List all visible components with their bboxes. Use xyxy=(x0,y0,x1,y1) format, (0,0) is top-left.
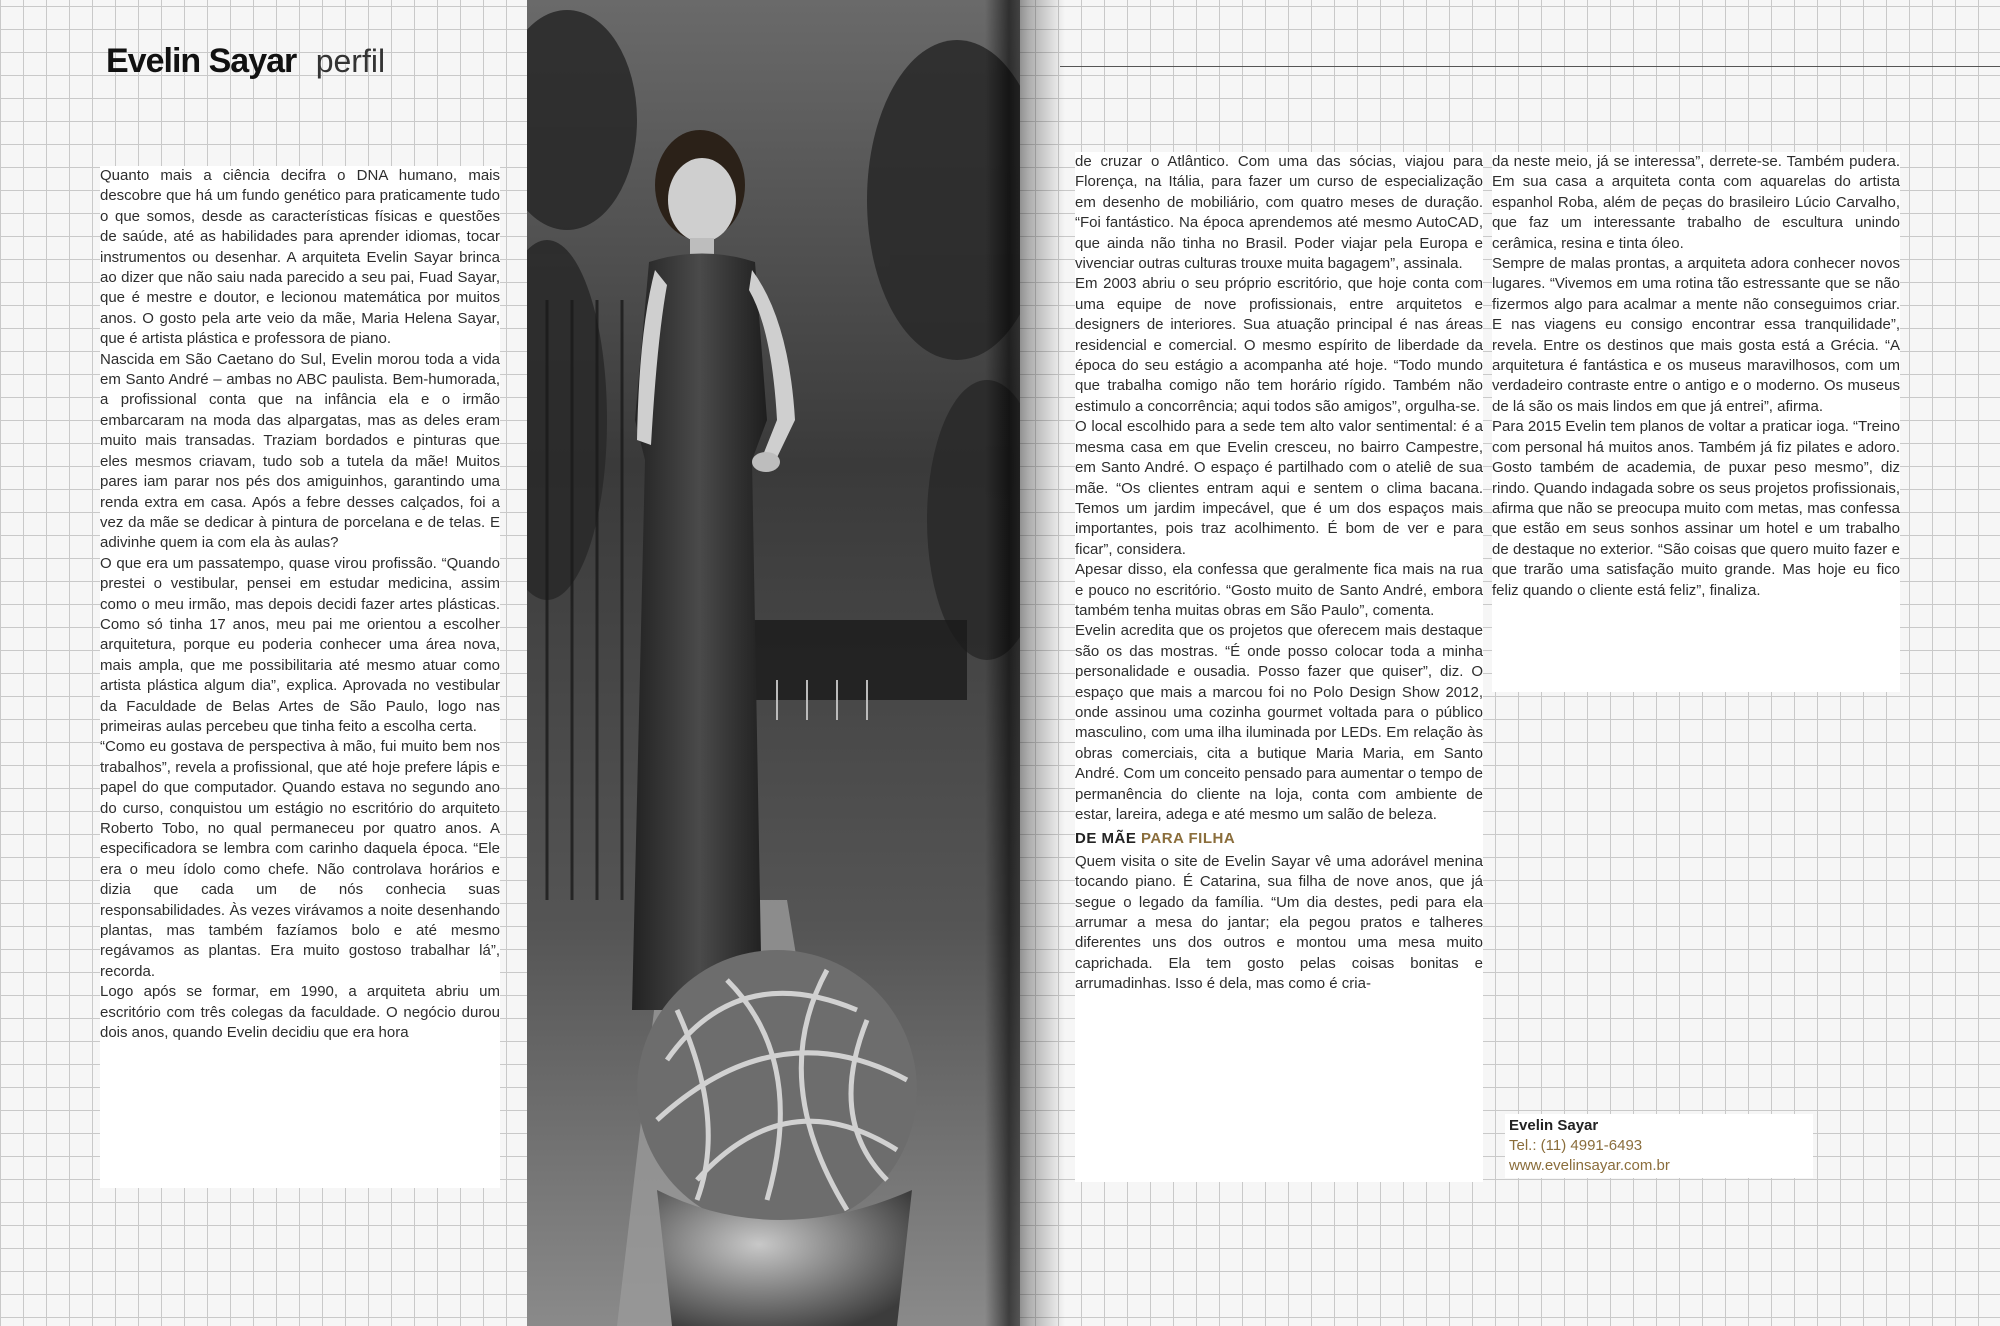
paragraph: Quanto mais a ciência decifra o DNA humano, mais descobre que há um fundo genético para praticamente tudo o que somos, desde as características físicas e questões de saúde, até as habilidades para aprender idiomas, tocar instrumentos ou desenhar. A arquiteta Evelin Sayar brinca ao dizer que não saiu nada parecido a seu pai, Fuad Sayar, que é mestre e doutor, e lecionou matemática por muitos anos. O gosto pela arte veio da mãe, Maria Helena Sayar, que é artista plástica e professora de piano. xyxy=(100,167,500,348)
paragraph: da neste meio, já se interessa”, derrete-se. Também pudera. Em sua casa a arquiteta conta com aquarelas do artista espanhol Roba, além de peças do brasileiro Lúcio Carvalho, que faz um interessante trabalho de escultura unindo cerâmica, resina e tinta óleo. xyxy=(1492,153,1900,252)
page-title xyxy=(106,42,385,80)
paragraph: Para 2015 Evelin tem planos de voltar a praticar ioga. “Treino com personal há muitos anos. Também já fiz pilates e adoro. Gosto também de academia, de puxar peso mesmo”, diz rindo. Quando indagada sobre os seus projetos profissionais, afirma que não se preocupa muito com metas, mas confessa que estão em seus sonhos assinar um hotel e um trabalho de destaque no exterior. “São coisas que quero muito fazer e que trarão uma satisfação muito grande. Mas hoje eu fico feliz quando o cliente está feliz”, finaliza. xyxy=(1492,418,1900,599)
title-section: perfil xyxy=(315,43,386,79)
title-name: Evelin Sayar xyxy=(106,42,297,80)
paragraph: “Como eu gostava de perspectiva à mão, fui muito bem nos trabalhos”, revela a profissional, que até hoje prefere lápis e papel do que computador. Quando estava no segundo ano do curso, conquistou um estágio no escritório do arquiteto Roberto Tobo, no qual permaneceu por quatro anos. A especificadora se lembra com carinho daquela época. “Ele era o meu ídolo como chefe. Não controlava horários e dizia que cada um de nós conhecia suas responsabilidades. Às vezes virávamos a noite desenhando plantas, mas também fazíamos bolo e até mesmo regávamos as plantas. Era muito gostoso trabalhar lá”, recorda. xyxy=(100,738,500,980)
paragraph: Nascida em São Caetano do Sul, Evelin morou toda a vida em Santo André – ambas no ABC paulista. Bem-humorada, a profissional conta que na infância ela e o irmão embarcaram na moda das alpargatas, mas as deles eram muito mais transadas. Traziam bordados e pinturas que eles mesmos criavam, tudo sob a tutela da mãe! Muitos pares iam parar nos pés dos amiguinhos, garantindo uma renda extra em casa. Após a febre desses calçados, foi a vez da mãe se dedicar à pintura de porcelana e de telas. E adivinhe quem ia com ela às aulas? xyxy=(100,350,500,552)
paragraph: de cruzar o Atlântico. Com uma das sócias, viajou para Florença, na Itália, para fazer um curso de especialização em desenho de mobiliário, com quatro meses de duração. “Foi fantástico. Na época aprendemos até mesmo AutoCAD, que ainda não tinha no Brasil. Poder viajar pela Europa e vivenciar outras culturas trouxe muita bagagem”, assinala. xyxy=(1075,153,1483,273)
subheading-part2: PARA FILHA xyxy=(1141,830,1236,848)
article-column-left xyxy=(100,166,500,1188)
article-column-middle xyxy=(1075,152,1483,1182)
contact-website: www.evelinsayar.com.br xyxy=(1509,1157,1670,1174)
contact-name: Evelin Sayar xyxy=(1509,1117,1599,1134)
article-column-right xyxy=(1492,152,1900,692)
paragraph: Sempre de malas prontas, a arquiteta adora conhecer novos lugares. “Vivemos em uma rotina tão estressante que se não fizermos algo para acalmar a mente não conseguimos criar. E nas viagens eu consigo encontrar essa tranquilidade”, revela. Entre os destinos que mais gosta está a Grécia. “A arquitetura é fantástica e os museus maravilhosos, com um verdadeiro contraste entre o antigo e o moderno. Os museus de lá são os mais lindos em que já entrei”, afirma. xyxy=(1492,255,1900,415)
subheading xyxy=(1075,829,1483,849)
contact-phone: Tel.: (11) 4991-6493 xyxy=(1509,1137,1643,1154)
paragraph: Em 2003 abriu o seu próprio escritório, que hoje conta com uma equipe de nove profissionais, entre arquitetos e designers de interiores. Sua atuação principal é nas áreas residencial e comercial. O mesmo espírito de liberdade da época do seu estágio a acompanha até hoje. “Todo mundo que trabalha comigo não tem horário rígido. Também não estimulo a concorrência; aqui todos são amigos”, orgulha-se. xyxy=(1075,275,1483,415)
portrait-photo xyxy=(527,0,1020,1326)
contact-box xyxy=(1505,1114,1813,1178)
subheading-part1: DE MÃE xyxy=(1075,830,1137,848)
header-rule xyxy=(1060,66,2000,67)
paragraph: Quem visita o site de Evelin Sayar vê uma adorável menina tocando piano. É Catarina, sua filha de nove anos, que já segue o legado da família. “Um dia destes, pedi para ela arrumar a mesa do jantar; ela pegou pratos e talheres diferentes uns dos outros e montou uma mesa muito caprichada. Ela tem gosto pelas coisas bonitas e arrumadinhas. Isso é dela, mas como é cria- xyxy=(1075,852,1483,993)
paragraph: O que era um passatempo, quase virou profissão. “Quando prestei o vestibular, pensei em estudar medicina, assim como o meu irmão, mas depois decidi fazer artes plásticas. Como só tinha 17 anos, meu pai me orientou a escolher arquitetura, porque eu poderia conhecer uma área nova, mais ampla, que me possibilitaria até mesmo atuar como artista plástica algum dia”, explica. Aprovada no vestibular da Faculdade de Belas Artes de São Paulo, logo nas primeiras aulas percebeu que tinha feito a escolha certa. xyxy=(100,554,500,735)
paragraph: O local escolhido para a sede tem alto valor sentimental: é a mesma casa em que Evelin cresceu, no bairro Campestre, em Santo André. O espaço é partilhado com o ateliê de sua mãe. “Os clientes entram aqui e sentem o clima bacana. Temos um jardim impecável, que é um dos espaços mais importantes, pois traz acolhimento. É bom de ver e para ficar”, considera. xyxy=(1075,418,1483,558)
portrait-illustration xyxy=(527,0,1020,1326)
paragraph: Apesar disso, ela confessa que geralmente fica mais na rua e pouco no escritório. “Gosto muito de Santo André, embora também tenha muitas obras em São Paulo”, comenta. xyxy=(1075,561,1483,619)
paragraph: Evelin acredita que os projetos que oferecem mais destaque são os das mostras. “É onde posso colocar toda a minha personalidade e ousadia. Posso fazer que quiser”, diz. O espaço que mais a marcou foi no Polo Design Show 2012, onde assinou uma cozinha gourmet voltada para o público masculino, com uma ilha iluminada por LEDs. Em relação às obras comerciais, cita a butique Maria Maria, em Santo André. Com um conceito pensado para aumentar o tempo de permanência do cliente na loja, conta com ambiente de estar, lareira, adega e até mesmo um salão de beleza. xyxy=(1075,622,1483,823)
paragraph: Logo após se formar, em 1990, a arquiteta abriu um escritório com três colegas da faculdade. O negócio durou dois anos, quando Evelin decidiu que era hora xyxy=(100,983,500,1042)
spine-shadow xyxy=(985,0,1065,1326)
